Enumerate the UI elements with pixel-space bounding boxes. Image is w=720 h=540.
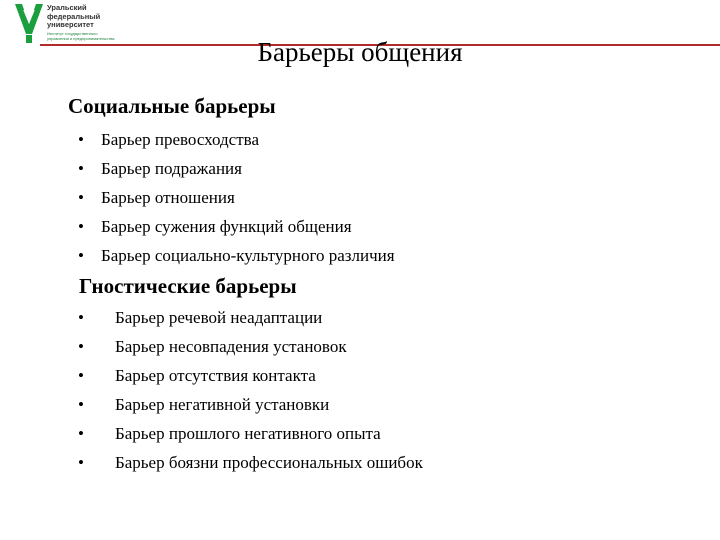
bullet: • [78, 337, 84, 356]
logo-sub-line: Институт государственного [47, 31, 98, 36]
slide-title-text: Барьеры общения [257, 37, 463, 67]
logo-text [47, 4, 100, 30]
gnostic-barriers-list [78, 303, 423, 477]
list-item-text: Барьер несовпадения установок [115, 337, 347, 356]
logo-sub-line: управления и предпринимательства [47, 36, 115, 41]
list-item-text: Барьер боязни профессиональных ошибок [115, 453, 423, 472]
list-item [78, 303, 423, 332]
list-item-text: Барьер подражания [101, 159, 242, 178]
bullet: • [78, 246, 84, 265]
list-item [78, 361, 423, 390]
bullet: • [78, 159, 84, 178]
list-item [78, 332, 423, 361]
list-item-text: Барьер негативной установки [115, 395, 330, 414]
list-item-text: Барьер прошлого негативного опыта [115, 424, 381, 443]
list-item [78, 154, 395, 183]
social-barriers-list [78, 125, 395, 270]
bullet: • [78, 188, 84, 207]
bullet: • [78, 217, 84, 236]
logo-line: Уральский [47, 3, 87, 12]
bullet: • [78, 308, 84, 327]
bullet: • [78, 453, 84, 472]
list-item [78, 212, 395, 241]
logo-line: университет [47, 20, 94, 29]
list-item-text: Барьер сужения функций общения [101, 217, 352, 236]
slide-title [0, 36, 720, 68]
list-item [78, 390, 423, 419]
section-heading-gnostic: Гностические барьеры [79, 274, 297, 298]
list-item-text: Барьер отсутствия контакта [115, 366, 316, 385]
bullet: • [78, 366, 84, 385]
bullet: • [78, 395, 84, 414]
list-item-text: Барьер отношения [101, 188, 235, 207]
list-item [78, 419, 423, 448]
list-item-text: Барьер социально-культурного различия [101, 246, 395, 265]
bullet: • [78, 130, 84, 149]
logo-line: федеральный [47, 11, 101, 21]
list-item [78, 448, 423, 477]
list-item-text: Барьер речевой неадаптации [115, 308, 323, 327]
list-item [78, 125, 395, 154]
list-item-text: Барьер превосходства [101, 130, 259, 149]
list-item [78, 183, 395, 212]
section-heading-social: Социальные барьеры [68, 94, 276, 118]
bullet: • [78, 424, 84, 443]
list-item [78, 241, 395, 270]
